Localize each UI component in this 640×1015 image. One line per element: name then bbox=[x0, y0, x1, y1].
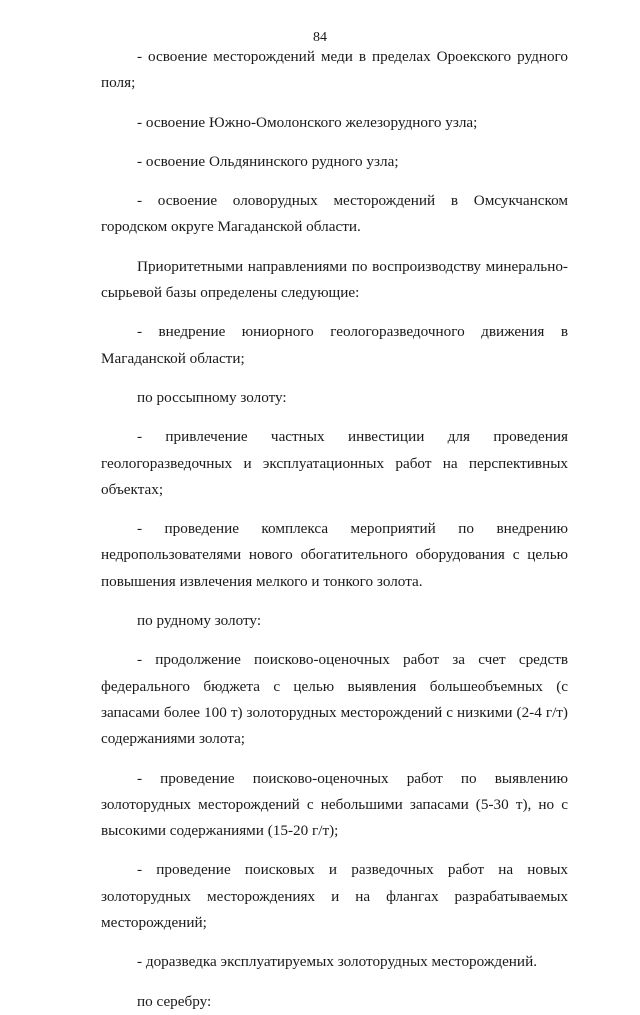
paragraph-small-reserves: - проведение поисково-оценочных работ по выявлению золоторудных месторождений с небольшими запасами (5-30 т), но с высокими содержаниями (15-20 г/т); bbox=[101, 769, 568, 840]
paragraph-south-omolon: - освоение Южно-Омолонского железорудного узла; bbox=[137, 113, 478, 131]
paragraph-additional-exploration: - доразведка эксплуатируемых золоторудных месторождений. bbox=[137, 953, 537, 971]
paragraph-junior-exploration: - внедрение юниорного геологоразведочного движения в Магаданской области; bbox=[101, 323, 568, 367]
document-body bbox=[101, 44, 568, 1015]
paragraph-priority-directions: Приоритетными направлениями по воспроизводству минерально-сырьевой базы определены следующие: bbox=[101, 257, 568, 302]
paragraph-tin-omsukchan: - освоение оловорудных месторождений в Омсукчанском городском округе Магаданской области. bbox=[101, 192, 568, 236]
paragraph-oldyanin: - освоение Ольдянинского рудного узла; bbox=[137, 152, 399, 170]
paragraph-private-investment: - привлечение частных инвестиции для проведения геологоразведочных и эксплуатационных работ на перспективных объектах; bbox=[101, 428, 568, 498]
paragraph-new-deposits: - проведение поисковых и разведочных работ на новых золоторудных месторождениях и на флангах разрабатываемых месторождений; bbox=[101, 861, 568, 932]
paragraph-federal-budget-search: - продолжение поисково-оценочных работ за счет средств федерального бюджета с целью выявления большеобъемных (с запасами более 100 т) золоторудных месторождений с низкими (2-4 г/т) содержаниями золота; bbox=[101, 651, 568, 748]
paragraph-processing-equipment: - проведение комплекса мероприятий по внедрению недропользователями нового обогатительного оборудования с целью повышения извлечения мелкого и тонкого золота. bbox=[101, 520, 568, 590]
heading-placer-gold: по россыпному золоту: bbox=[137, 388, 287, 406]
heading-ore-gold: по рудному золоту: bbox=[137, 612, 262, 630]
paragraph-copper-oroek: - освоение месторождений меди в пределах Ороекского рудного поля; bbox=[101, 48, 568, 92]
heading-silver: по серебру: bbox=[137, 992, 212, 1010]
page-number: 84 bbox=[313, 30, 327, 45]
